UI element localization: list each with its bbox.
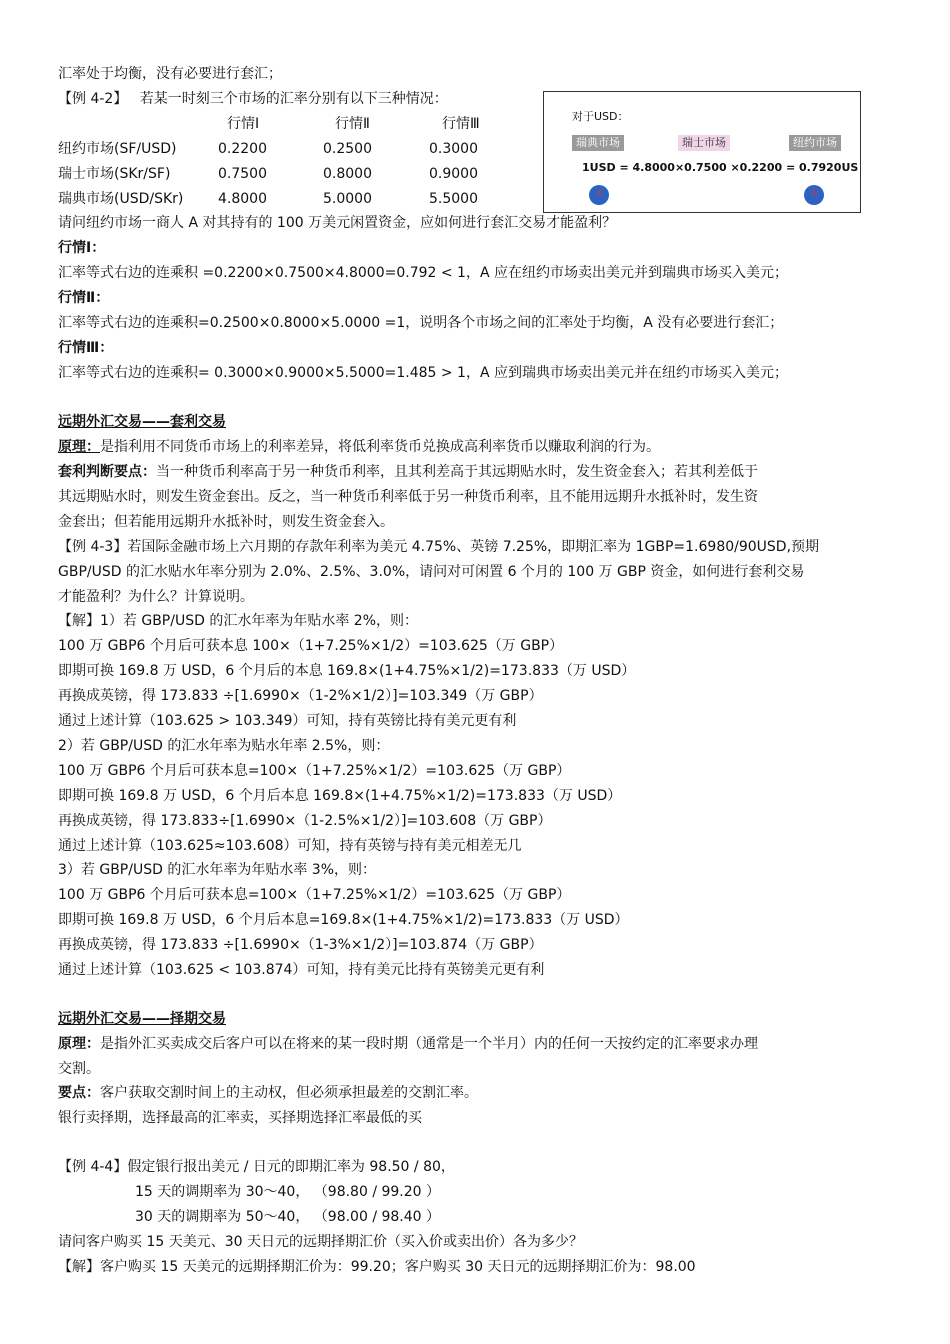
text-line: 100 万 GBP6 个月后可获本息 100×（1+7.25%×1/2）=103.625（万 GBP） bbox=[58, 638, 564, 654]
text-line: 15 天的调期率为 30～40， （98.80 / 99.20 ） bbox=[135, 1184, 441, 1200]
text-line: 通过上述计算（103.625 > 103.349）可知，持有英镑比持有美元更有利 bbox=[58, 713, 517, 729]
question-line: 请问纽约市场一商人 A 对其持有的 100 万美元闲置资金，应如何进行套汇交易才能盈利？ bbox=[58, 215, 617, 231]
principle-label: 原理： bbox=[58, 1036, 100, 1052]
table-cell: 0.9000 bbox=[429, 166, 478, 182]
table-row-label: 瑞士市场(SKr/SF) bbox=[58, 166, 171, 182]
text-line: 其远期贴水时，则发生资金套出。反之，当一种货币利率低于另一种货币利率，且不能用远期升水抵补时，发生资 bbox=[58, 489, 758, 505]
table-header: 行情Ⅱ bbox=[335, 116, 370, 132]
sell-marker: 卖 bbox=[804, 185, 824, 205]
judgement-label: 套利判断要点： bbox=[58, 464, 156, 480]
text-line: 即期可换 169.8 万 USD，6 个月后的本息 169.8×(1+4.75%×1/2)=173.833（万 USD） bbox=[58, 663, 636, 679]
text-line: GBP/USD 的汇水贴水年率分别为 2.0%、2.5%、3.0%，请问对可闲置 6 个月的 100 万 GBP 资金，如何进行套利交易 bbox=[58, 564, 805, 580]
text-line: 2）若 GBP/USD 的汇水年率为贴水年率 2.5%，则： bbox=[58, 738, 390, 754]
table-row-label: 纽约市场(SF/USD) bbox=[58, 141, 177, 157]
market-tag-switzerland: 瑞士市场 bbox=[678, 135, 730, 151]
text-line: 3）若 GBP/USD 的汇水年率为年贴水率 3%，则： bbox=[58, 862, 376, 878]
section-title-option-forward: 远期外汇交易——择期交易 bbox=[58, 1011, 226, 1027]
text-line: 【例 4-4】假定银行报出美元 / 日元的即期汇率为 98.50 / 80， bbox=[58, 1159, 455, 1175]
text-line: 银行卖择期，选择最高的汇率卖，买择期选择汇率最低的买 bbox=[58, 1110, 422, 1126]
text-line: 通过上述计算（103.625 < 103.874）可知，持有美元比持有英镑美元更有利 bbox=[58, 962, 545, 978]
table-cell: 4.8000 bbox=[218, 191, 267, 207]
case-1-heading: 行情Ⅰ： bbox=[58, 240, 106, 256]
text-line: 金套出；但若能用远期升水抵补时，则发生资金套入。 bbox=[58, 514, 394, 530]
text-line: 30 天的调期率为 50～40， （98.00 / 98.40 ） bbox=[135, 1209, 441, 1225]
keypoint-line bbox=[58, 1083, 478, 1103]
market-tag-newyork: 纽约市场 bbox=[789, 135, 841, 151]
judgement-line bbox=[58, 462, 758, 482]
text-line: 再换成英镑，得 173.833 ÷[1.6990×（1-2%×1/2）]=103.349（万 GBP） bbox=[58, 688, 543, 704]
text-line: 通过上述计算（103.625≈103.608）可知，持有英镑与持有美元相差无几 bbox=[58, 838, 522, 854]
text-line: 【例 4-3】若国际金融市场上六月期的存款年利率为美元 4.75%、英镑 7.25%，即期汇率为 1GBP=1.6980/90USD,预期 bbox=[58, 539, 820, 555]
case-1-text: 汇率等式右边的连乘积 =0.2200×0.7500×4.8000=0.792 < 1，A 应在纽约市场卖出美元并到瑞典市场买入美元； bbox=[58, 265, 788, 281]
text-line: 汇率处于均衡，没有必要进行套汇； bbox=[58, 66, 282, 82]
text-line: 100 万 GBP6 个月后可获本息=100×（1+7.25%×1/2）=103.625（万 GBP） bbox=[58, 763, 571, 779]
text-line: 才能盈利？为什么？计算说明。 bbox=[58, 589, 254, 605]
table-cell: 5.0000 bbox=[323, 191, 372, 207]
table-cell: 0.7500 bbox=[218, 166, 267, 182]
text-line: 【解】1）若 GBP/USD 的汇水年率为年贴水率 2%，则： bbox=[58, 613, 418, 629]
text-line: 【解】客户购买 15 天美元的远期择期汇价为：99.20；客户购买 30 天日元的远期择期汇价为：98.00 bbox=[58, 1259, 696, 1275]
judgement-text: 当一种货币利率高于另一种货币利率，且其利差高于其远期贴水时，发生资金套入；若其利差低于 bbox=[156, 464, 758, 480]
principle-line bbox=[58, 1034, 758, 1054]
table-header: 行情Ⅰ bbox=[227, 116, 260, 132]
table-cell: 0.2500 bbox=[323, 141, 372, 157]
table-cell: 0.3000 bbox=[429, 141, 478, 157]
example-tag: 【例 4-2】 bbox=[58, 91, 128, 107]
table-cell: 5.5000 bbox=[429, 191, 478, 207]
market-tag-sweden: 瑞典市场 bbox=[572, 135, 624, 151]
case-2-text: 汇率等式右边的连乘积=0.2500×0.8000×5.0000 =1，说明各个市场之间的汇率处于均衡，A 没有必要进行套汇； bbox=[58, 315, 784, 331]
keypoint-label: 要点： bbox=[58, 1085, 100, 1101]
table-cell: 0.8000 bbox=[323, 166, 372, 182]
arbitrage-figure bbox=[543, 91, 861, 213]
keypoint-text: 客户获取交割时间上的主动权，但必须承担最差的交割汇率。 bbox=[100, 1085, 478, 1101]
text-line: 即期可换 169.8 万 USD，6 个月后本息 169.8×(1+4.75%×1/2)=173.833（万 USD） bbox=[58, 788, 622, 804]
section-title-interest-arbitrage: 远期外汇交易——套利交易 bbox=[58, 414, 226, 430]
principle-line bbox=[58, 437, 660, 457]
table-header: 行情Ⅲ bbox=[442, 116, 480, 132]
buy-marker: 买 bbox=[589, 185, 609, 205]
text-line: 即期可换 169.8 万 USD，6 个月后本息=169.8×(1+4.75%×1/2)=173.833（万 USD） bbox=[58, 912, 629, 928]
text-line: 100 万 GBP6 个月后可获本息=100×（1+7.25%×1/2）=103.625（万 GBP） bbox=[58, 887, 571, 903]
text-line: 交割。 bbox=[58, 1061, 100, 1077]
figure-formula: 1USD = 4.8000×0.7500 ×0.2200 = 0.7920US bbox=[582, 161, 859, 174]
table-cell: 0.2200 bbox=[218, 141, 267, 157]
example-text: 若某一时刻三个市场的汇率分别有以下三种情况： bbox=[139, 91, 448, 107]
text-line: 再换成英镑，得 173.833 ÷[1.6990×（1-3%×1/2）]=103.874（万 GBP） bbox=[58, 937, 543, 953]
figure-title: 对于USD： bbox=[572, 110, 629, 123]
principle-text: 是指利用不同货币市场上的利率差异，将低利率货币兑换成高利率货币以赚取利润的行为。 bbox=[100, 439, 660, 455]
principle-label: 原理： bbox=[58, 439, 100, 455]
case-2-heading: 行情Ⅱ： bbox=[58, 290, 110, 306]
table-row-label: 瑞典市场(USD/SKr) bbox=[58, 191, 184, 207]
text-line: 请问客户购买 15 天美元、30 天日元的远期择期汇价（买入价或卖出价）各为多少？ bbox=[58, 1234, 583, 1250]
text-line: 再换成英镑，得 173.833÷[1.6990×（1-2.5%×1/2）]=103.608（万 GBP） bbox=[58, 813, 552, 829]
example-4-2-intro bbox=[58, 89, 448, 109]
case-3-heading: 行情Ⅲ： bbox=[58, 340, 114, 356]
principle-text: 是指外汇买卖成交后客户可以在将来的某一段时期（通常是一个半月）内的任何一天按约定的汇率要求办理 bbox=[100, 1036, 758, 1052]
case-3-text: 汇率等式右边的连乘积= 0.3000×0.9000×5.5000=1.485 > 1，A 应到瑞典市场卖出美元并在纽约市场买入美元； bbox=[58, 365, 788, 381]
